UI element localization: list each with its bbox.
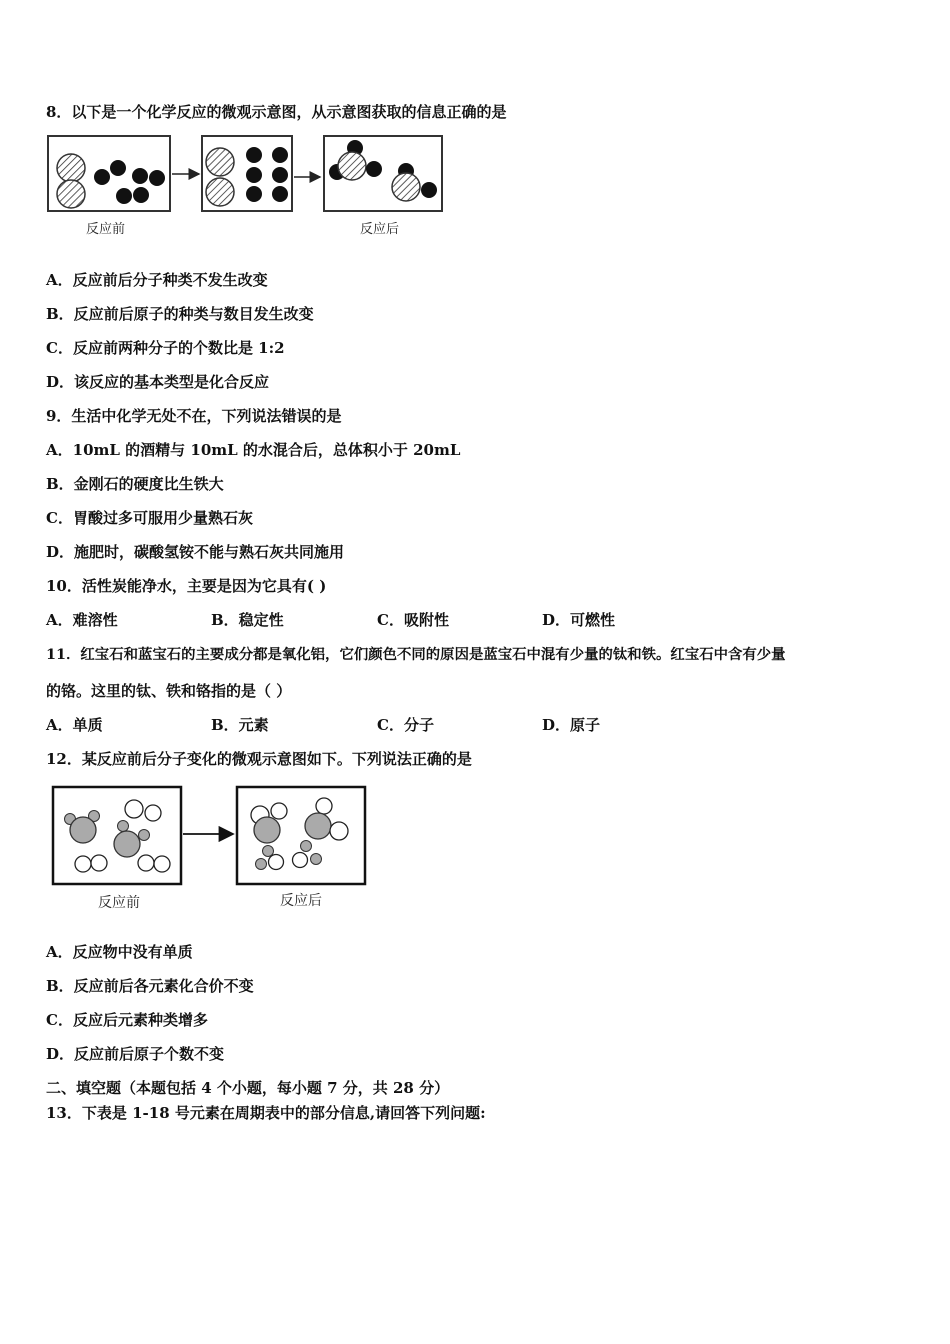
white-atom: [269, 855, 284, 870]
q11-option-a: A．单质: [46, 716, 103, 734]
section-2-heading: 二、填空题（本题包括 4 个小题，每小题 7 分，共 28 分）: [46, 1079, 450, 1097]
small-gray-atom: [301, 841, 312, 852]
q10-option-c: C．吸附性: [377, 611, 449, 629]
black-atom: [246, 167, 262, 183]
small-gray-atom: [256, 859, 267, 870]
white-atom: [293, 853, 308, 868]
question-12-stem: 12．某反应前后分子变化的微观示意图如下。下列说法正确的是: [46, 750, 472, 768]
black-atom: [421, 182, 437, 198]
q9-option-a: A．10mL 的酒精与 10mL 的水混合后，总体积小于 20mL: [46, 441, 461, 459]
question-11-stem-line1: 11．红宝石和蓝宝石的主要成分都是氧化铝，它们颜色不同的原因是蓝宝石中混有少量的钛和铁。红宝石中含有少量: [46, 646, 786, 663]
q10-option-b: B．稳定性: [211, 611, 284, 629]
black-atom: [110, 160, 126, 176]
hatched-atom: [206, 148, 234, 176]
question-13-stem: 13．下表是 1-18 号元素在周期表中的部分信息,请回答下列问题:: [46, 1104, 486, 1122]
q12-caption-after: 反应后: [280, 893, 322, 909]
black-atom: [246, 147, 262, 163]
black-atom: [272, 167, 288, 183]
q12-option-d: D．反应前后原子个数不变: [46, 1045, 225, 1063]
hatched-atom: [206, 178, 234, 206]
q12-option-c: C．反应后元素种类增多: [46, 1011, 208, 1029]
small-gray-atom: [263, 846, 274, 857]
small-gray-atom: [139, 830, 150, 841]
hatched-atom: [57, 154, 85, 182]
large-gray-atom: [305, 813, 331, 839]
q11-option-c: C．分子: [377, 716, 434, 734]
question-9-stem: 9．生活中化学无处不在，下列说法错误的是: [46, 407, 342, 425]
q8-option-a: A．反应前后分子种类不发生改变: [46, 271, 268, 289]
hatched-atom: [57, 180, 85, 208]
question-8-stem: 8．以下是一个化学反应的微观示意图，从示意图获取的信息正确的是: [46, 103, 507, 121]
white-atom: [154, 856, 170, 872]
q12-option-a: A．反应物中没有单质: [46, 943, 193, 961]
q8-caption-before: 反应前: [86, 222, 126, 237]
small-gray-atom: [311, 854, 322, 865]
q8-caption-after: 反应后: [360, 222, 400, 237]
q11-option-b: B．元素: [211, 716, 269, 734]
q10-option-a: A．难溶性: [46, 611, 118, 629]
q12-diagram: [50, 784, 370, 889]
white-atom: [125, 800, 143, 818]
q12-option-b: B．反应前后各元素化合价不变: [46, 977, 254, 995]
hatched-atom: [392, 173, 420, 201]
white-atom: [316, 798, 332, 814]
black-atom: [272, 186, 288, 202]
small-gray-atom: [118, 821, 129, 832]
question-10-stem: 10．活性炭能净水，主要是因为它具有( ): [46, 577, 327, 595]
q10-option-d: D．可燃性: [542, 611, 616, 629]
black-atom: [149, 170, 165, 186]
black-atom: [133, 187, 149, 203]
question-11-stem-line2: 的铬。这里的钛、铁和铬指的是（ ）: [46, 682, 292, 700]
black-atom: [116, 188, 132, 204]
white-atom: [138, 855, 154, 871]
q8-option-c: C．反应前两种分子的个数比是 1:2: [46, 339, 285, 357]
q8-option-d: D．该反应的基本类型是化合反应: [46, 373, 270, 391]
white-atom: [75, 856, 91, 872]
hatched-atom: [338, 152, 366, 180]
black-atom: [94, 169, 110, 185]
black-atom: [366, 161, 382, 177]
white-atom: [91, 855, 107, 871]
large-gray-atom: [114, 831, 140, 857]
large-gray-atom: [70, 817, 96, 843]
q9-option-d: D．施肥时，碳酸氢铵不能与熟石灰共同施用: [46, 543, 345, 561]
q11-option-d: D．原子: [542, 716, 601, 734]
black-atom: [272, 147, 288, 163]
large-gray-atom: [254, 817, 280, 843]
q12-caption-before: 反应前: [98, 895, 140, 911]
q9-option-b: B．金刚石的硬度比生铁大: [46, 475, 224, 493]
white-atom: [330, 822, 348, 840]
black-atom: [132, 168, 148, 184]
black-atom: [246, 186, 262, 202]
q9-option-c: C．胃酸过多可服用少量熟石灰: [46, 509, 253, 527]
white-atom: [271, 803, 287, 819]
q8-option-b: B．反应前后原子的种类与数目发生改变: [46, 305, 314, 323]
white-atom: [145, 805, 161, 821]
